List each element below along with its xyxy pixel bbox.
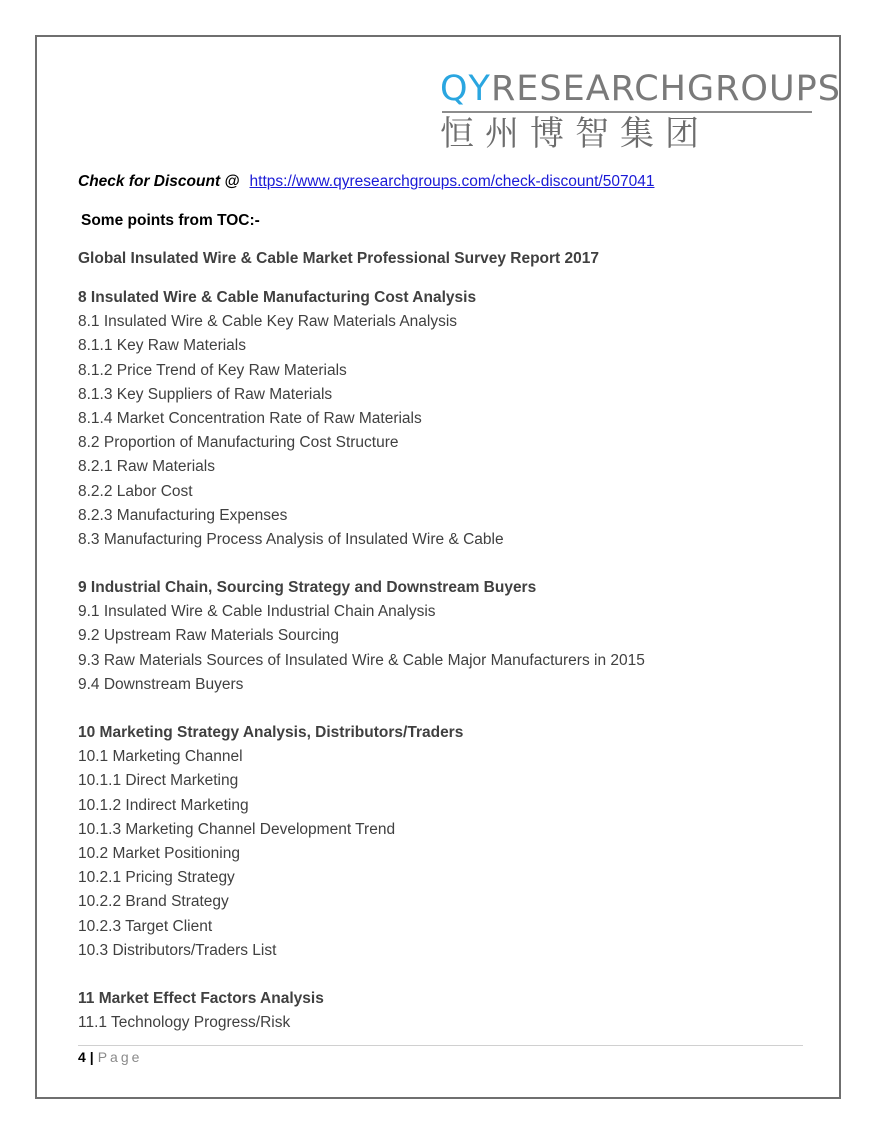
toc-item: 10.1.2 Indirect Marketing <box>78 796 249 814</box>
toc-item: 8.1 Insulated Wire & Cable Key Raw Materials Analysis <box>78 313 458 331</box>
toc-item: 8.2.1 Raw Materials <box>78 458 215 476</box>
logo-chinese: 恒州博智集团 <box>440 114 710 154</box>
discount-line <box>78 172 654 192</box>
logo-divider <box>442 111 812 113</box>
toc-item: 8.2 Proportion of Manufacturing Cost Structure <box>78 434 399 452</box>
page-label: Page <box>97 1049 143 1065</box>
toc-item: 8.1.4 Market Concentration Rate of Raw Materials <box>78 410 422 427</box>
page-number: 4 <box>78 1049 86 1065</box>
page-border <box>35 35 841 1099</box>
toc-item: 8.1.3 Key Suppliers of Raw Materials <box>78 385 333 403</box>
toc-section-title: 10 Marketing Strategy Analysis, Distributors/Traders <box>78 724 464 741</box>
discount-link[interactable]: https://www.qyresearchgroups.com/check-discount/507041 <box>249 173 655 190</box>
logo-brand-rest: RESEARCHGROUPS <box>490 69 841 109</box>
toc-item: 10.2.3 Target Client <box>78 917 213 935</box>
toc-item: 8.2.3 Manufacturing Expenses <box>78 506 288 524</box>
toc-item: 9.2 Upstream Raw Materials Sourcing <box>78 627 340 645</box>
toc-section-title: 9 Industrial Chain, Sourcing Strategy and Downstream Buyers <box>78 579 537 596</box>
toc-item: 8.3 Manufacturing Process Analysis of Insulated Wire & Cable <box>78 531 504 548</box>
logo-brand-prefix: QY <box>440 69 491 109</box>
toc-heading: Some points from TOC:- <box>81 212 260 229</box>
toc-item: 8.1.2 Price Trend of Key Raw Materials <box>78 361 347 379</box>
toc-item: 10.2 Market Positioning <box>78 845 240 862</box>
toc-item: 10.2.2 Brand Strategy <box>78 893 229 911</box>
toc-item: 9.4 Downstream Buyers <box>78 675 244 693</box>
footer-separator: | <box>89 1049 94 1065</box>
toc-item: 8.1.1 Key Raw Materials <box>78 337 246 355</box>
toc-item: 10.2.1 Pricing Strategy <box>78 869 235 887</box>
toc-section-title: 8 Insulated Wire & Cable Manufacturing Cost Analysis <box>78 289 477 306</box>
toc-item: 10.3 Distributors/Traders List <box>78 941 277 959</box>
toc-item: 11.1 Technology Progress/Risk <box>78 1014 291 1032</box>
toc-item: 9.1 Insulated Wire & Cable Industrial Chain Analysis <box>78 603 436 621</box>
toc-item: 10.1.1 Direct Marketing <box>78 772 239 790</box>
toc-item: 10.1 Marketing Channel <box>78 748 243 766</box>
toc-section-title: 11 Market Effect Factors Analysis <box>78 990 324 1007</box>
toc-item: 9.3 Raw Materials Sources of Insulated Wire & Cable Major Manufacturers in 2015 <box>78 651 645 669</box>
report-title: Global Insulated Wire & Cable Market Professional Survey Report 2017 <box>78 250 599 267</box>
logo-english <box>440 69 841 109</box>
page-footer <box>78 1048 142 1066</box>
toc-item: 8.2.2 Labor Cost <box>78 482 193 500</box>
footer-divider <box>78 1045 803 1046</box>
toc-item: 10.1.3 Marketing Channel Development Trend <box>78 820 396 838</box>
discount-label: Check for Discount @ <box>78 173 240 190</box>
company-logo <box>440 69 841 155</box>
